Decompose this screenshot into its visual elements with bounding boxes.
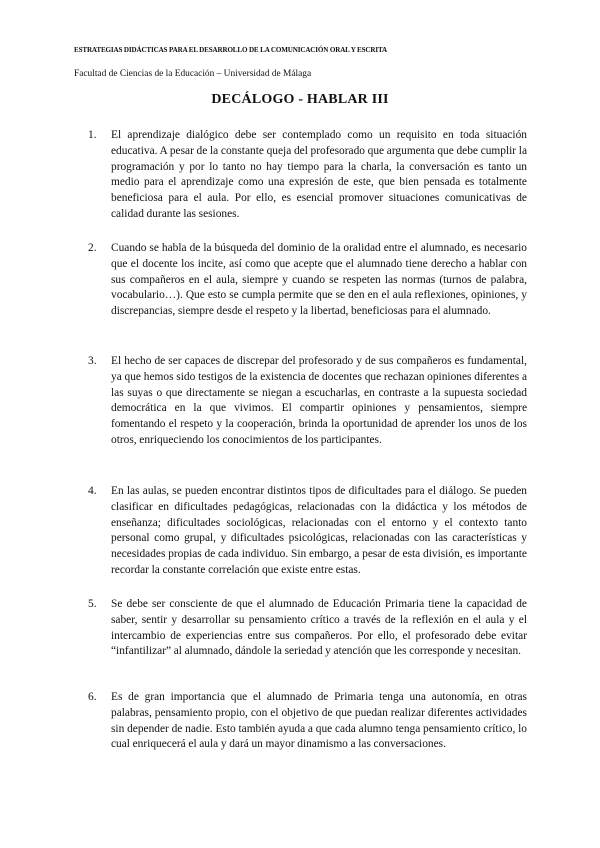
item-text: El aprendizaje dialógico debe ser contemplado como un requisito en toda situación educativa. A pesar de la constante queja del profesorado que argumenta que debe cumplir la programación y por lo tanto no hay tiempo para la charla, la conversación es tanto un medio para el aprendizaje como una expresión de este, que bien pensada es totalmente beneficiosa para el aula. Por ello, es esencial promover situaciones comunicativas de calidad durante las sesiones.: [111, 129, 527, 220]
item-text: En las aulas, se pueden encontrar distintos tipos de dificultades para el diálogo. Se pueden clasificar en dificultades pedagógicas, relacionadas con la didáctica y los métodos de enseñanza; dificultades sociológicas, relacionadas con el entorno y el contexto tanto personal como grupal, y dificultades psicológicas, relacionadas con las características y necesidades propias de cada individuo. Sin embargo, a pesar de esta división, es importante recordar la constante correlación que existe entre estas.: [111, 485, 527, 576]
item-text: Se debe ser consciente de que el alumnado de Educación Primaria tiene la capacidad de saber, sentir y desarrollar su pensamiento crítico a través de la reflexión en el aula y el intercambio de experiencias entre sus compañeros. Por ello, el profesorado debe evitar “infantilizar” al alumnado, dándole la seriedad y atención que les corresponde y necesitan.: [111, 598, 527, 658]
item-number: 2.: [88, 242, 97, 254]
decalogue-item-4: [90, 484, 527, 579]
item-number: 6.: [88, 691, 97, 703]
faculty-header: Facultad de Ciencias de la Educación – Universidad de Málaga: [74, 69, 312, 79]
course-header: ESTRATEGIAS DIDÁCTICAS PARA EL DESARROLLO DE LA COMUNICACIÓN ORAL Y ESCRITA: [74, 46, 388, 54]
item-text: Es de gran importancia que el alumnado de Primaria tenga una autonomía, en otras palabras, pensamiento propio, con el objetivo de que puedan realizar diferentes actividades sin depender de nadie. Esto también ayuda a que cada alumno tenga pensamiento crítico, lo cual enriquecerá el aula y dará un mayor dinamismo a las conversaciones.: [111, 691, 527, 751]
item-number: 3.: [88, 355, 97, 367]
decalogue-item-6: [90, 690, 527, 753]
decalogue-item-2: [90, 241, 527, 320]
item-number: 5.: [88, 598, 97, 610]
item-number: 4.: [88, 485, 97, 497]
decalogue-item-3: [90, 354, 527, 449]
item-text: Cuando se habla de la búsqueda del dominio de la oralidad entre el alumnado, es necesario que el docente los incite, así como que acepte que el alumnado tiene derecho a hablar con sus compañeros en el aula, siempre y cuando se respeten las normas (turnos de palabra, vocabulario…). Que esto se cumpla permite que se den en el aula reflexiones, opiniones, y discrepancias, siempre desde el respeto y la libertad, beneficiosas para el alumnado.: [111, 242, 527, 318]
decalogue-item-1: [90, 128, 527, 223]
decalogue-item-5: [90, 597, 527, 660]
document-title: DECÁLOGO - HABLAR III: [211, 92, 389, 107]
item-text: El hecho de ser capaces de discrepar del profesorado y de sus compañeros es fundamental, ya que hemos sido testigos de la existencia de docentes que rechazan opiniones diferentes a las suyas o que directamente se niegan a escucharlas, en contraste a la supuesta sociedad democrática en la que vivimos. El compartir opiniones y pensamientos, siempre fomentando el respeto y la cooperación, brinda la oportunidad de aprender los unos de los otros, enriqueciendo los conocimientos de los participantes.: [111, 355, 527, 446]
item-number: 1.: [88, 129, 97, 141]
